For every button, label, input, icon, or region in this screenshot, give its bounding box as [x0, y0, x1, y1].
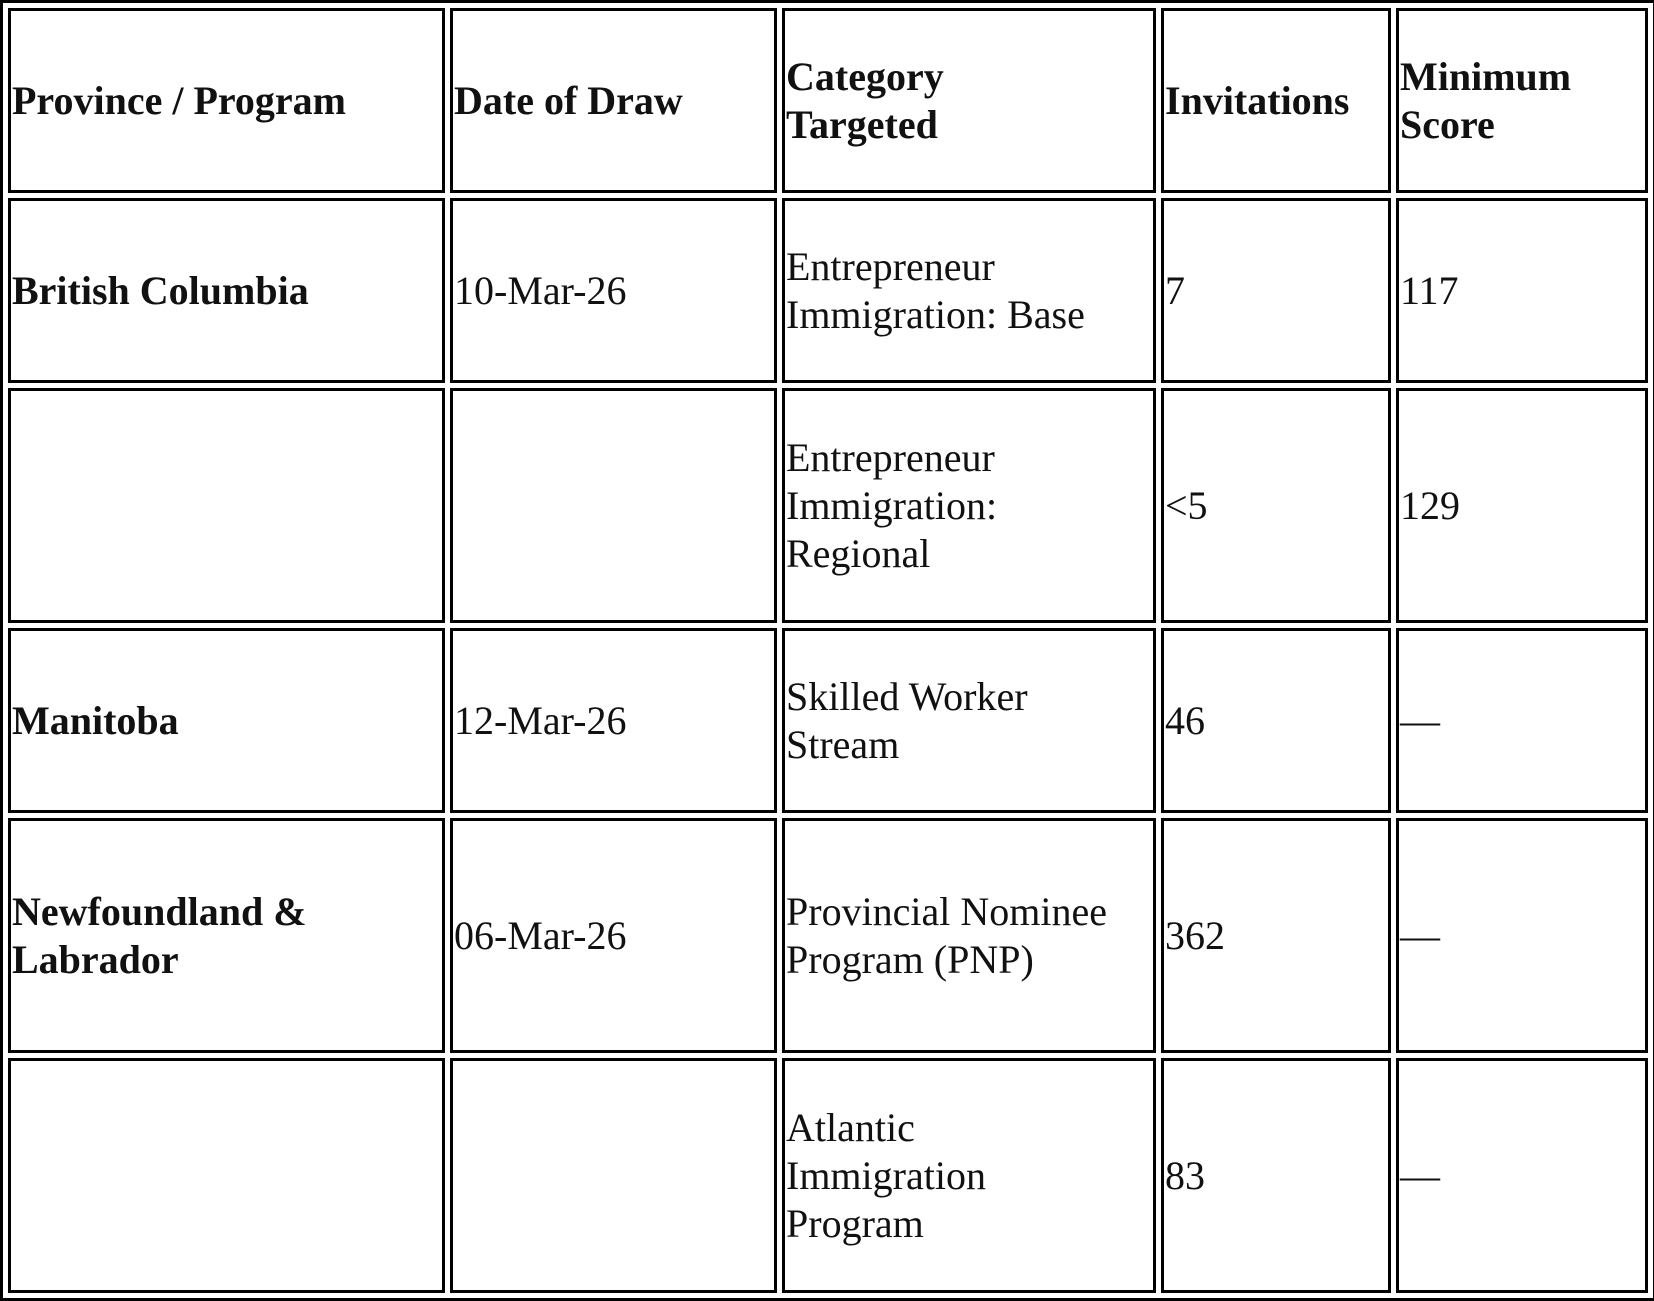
cell-province: [8, 1058, 445, 1293]
cell-invitations: 362: [1161, 818, 1391, 1053]
header-category-targeted: Category Targeted: [782, 8, 1156, 193]
cell-category: Provincial Nominee Program (PNP): [782, 818, 1156, 1053]
cell-date: 10-Mar-26: [450, 198, 777, 383]
cell-category: Atlantic Immigration Program: [782, 1058, 1156, 1293]
table-row: [8, 628, 1648, 813]
cell-province: Manitoba: [8, 628, 445, 813]
table-row: [8, 818, 1648, 1053]
header-date-of-draw: Date of Draw: [450, 8, 777, 193]
cell-invitations: 46: [1161, 628, 1391, 813]
cell-invitations: <5: [1161, 388, 1391, 623]
cell-category: Entrepreneur Immigration: Base: [782, 198, 1156, 383]
cell-date: [450, 388, 777, 623]
cell-invitations: 83: [1161, 1058, 1391, 1293]
cell-province: Newfoundland & Labrador: [8, 818, 445, 1053]
header-minimum-score: Minimum Score: [1396, 8, 1648, 193]
cell-date: [450, 1058, 777, 1293]
cell-invitations: 7: [1161, 198, 1391, 383]
cell-category: Skilled Worker Stream: [782, 628, 1156, 813]
header-invitations: Invitations: [1161, 8, 1391, 193]
table-row: [8, 388, 1648, 623]
cell-min-score: —: [1396, 1058, 1648, 1293]
table-row: [8, 198, 1648, 383]
header-province-program: Province / Program: [8, 8, 445, 193]
cell-min-score: —: [1396, 628, 1648, 813]
cell-date: 12-Mar-26: [450, 628, 777, 813]
cell-date: 06-Mar-26: [450, 818, 777, 1053]
cell-category: Entrepreneur Immigration: Regional: [782, 388, 1156, 623]
cell-min-score: 129: [1396, 388, 1648, 623]
cell-min-score: 117: [1396, 198, 1648, 383]
table-row: [8, 1058, 1648, 1293]
cell-province: [8, 388, 445, 623]
cell-province: British Columbia: [8, 198, 445, 383]
header-row: [8, 8, 1648, 193]
cell-min-score: —: [1396, 818, 1648, 1053]
